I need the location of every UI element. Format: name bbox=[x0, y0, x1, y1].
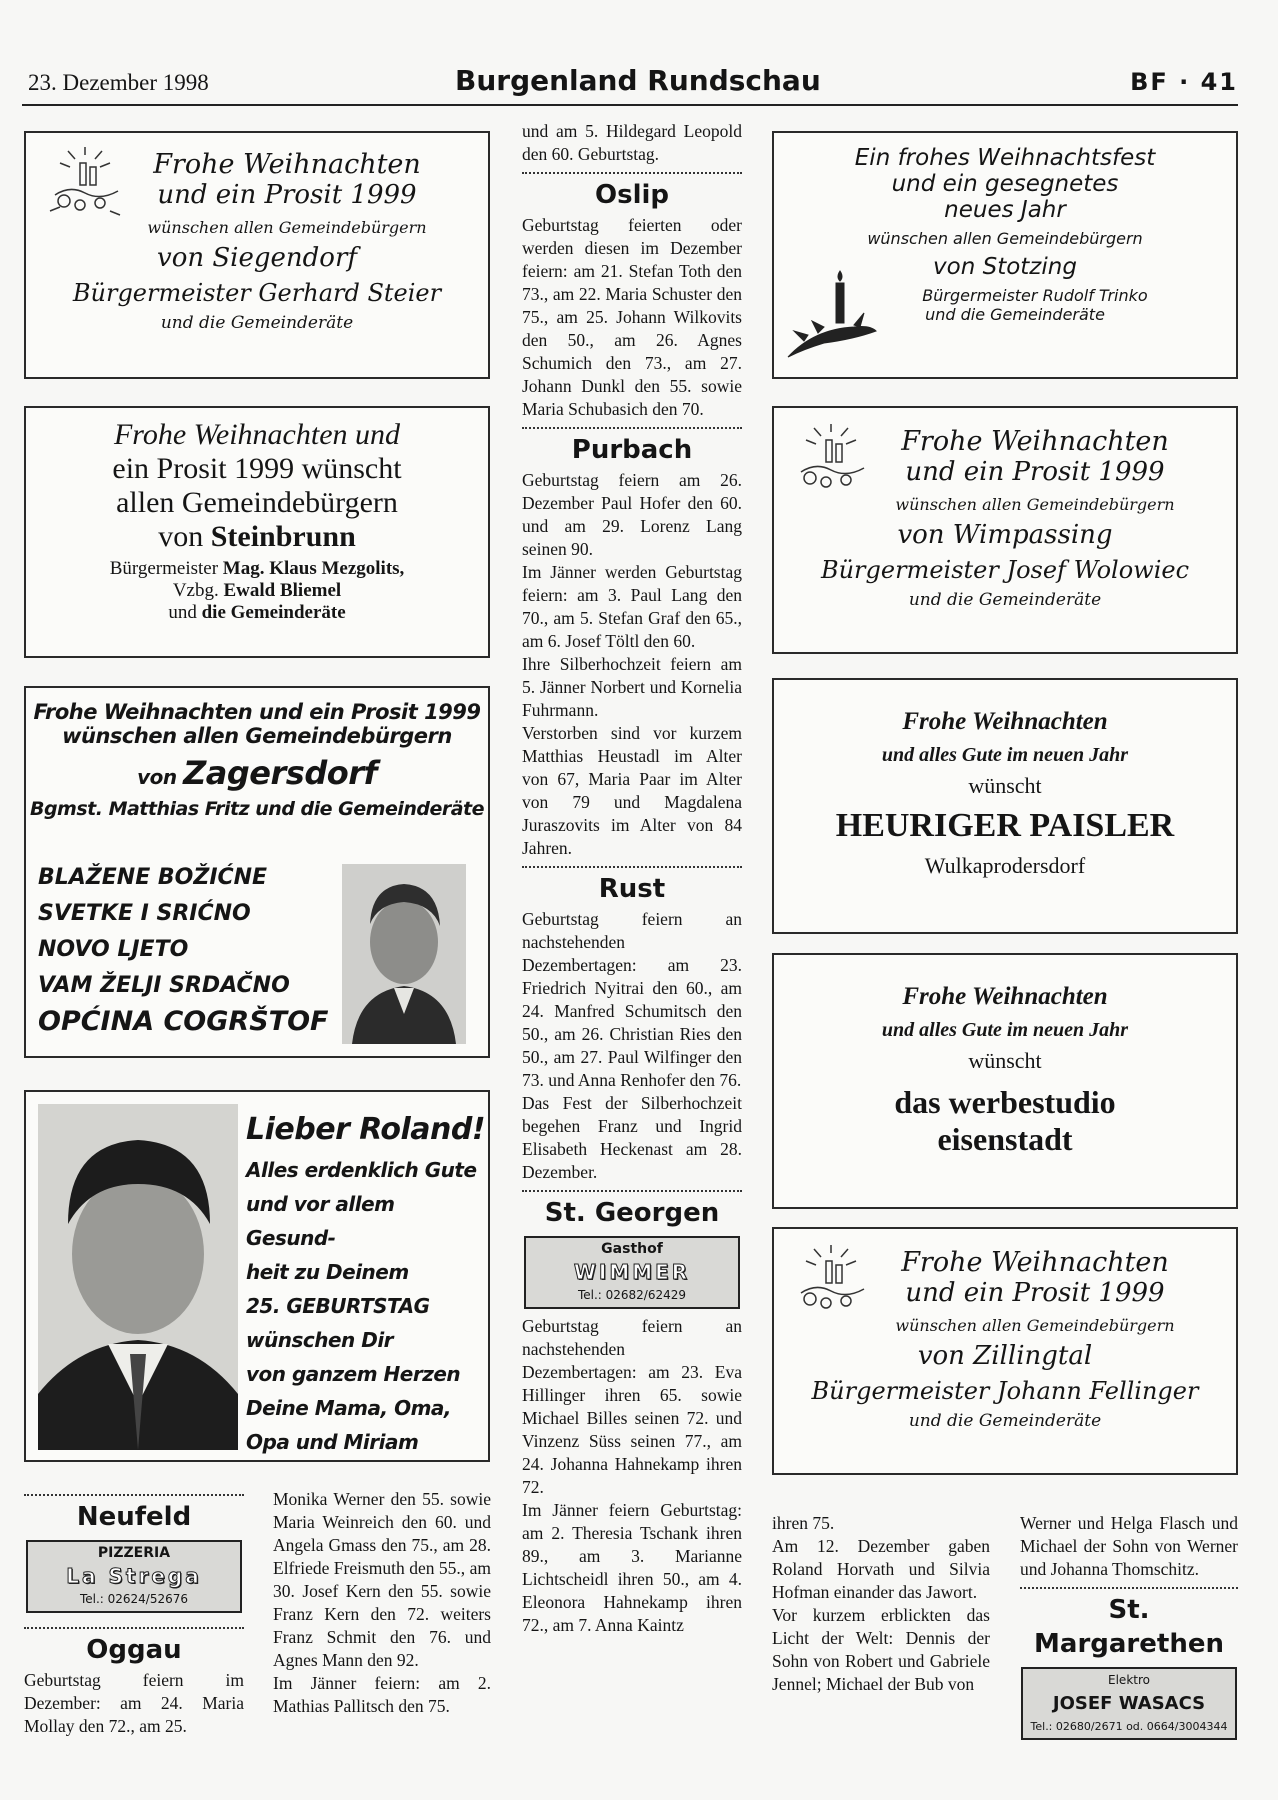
bottom-right-column bbox=[772, 1512, 990, 1696]
article-text: Vor kurzem erblickten das Licht der Welt: Dennis der Sohn von Robert und Gabriele Jennel; Michael der Bub von bbox=[772, 1605, 990, 1694]
ad-zillingtal bbox=[772, 1227, 1238, 1475]
greeting-line: von ganzem Herzen bbox=[246, 1362, 461, 1386]
bottom-right-column-2 bbox=[1020, 1512, 1238, 1746]
article-text: Ihre Silberhochzeit feiern am 5. Jänner Norbert und Kornelia Fuhrmann. bbox=[522, 654, 742, 720]
dotted-divider bbox=[24, 1627, 244, 1629]
ad-line: von Wimpassing bbox=[897, 520, 1113, 550]
ad-line: Bürgermeister Mag. Klaus Mezgolits, bbox=[109, 558, 405, 579]
ad-line: und die Gemeinderäte bbox=[925, 305, 1105, 324]
header-rule bbox=[22, 104, 1238, 106]
candle-ornament-icon bbox=[40, 145, 130, 225]
ad-line: wünschen allen Gemeindebürgern bbox=[895, 1316, 1175, 1335]
ad-line: neues Jahr bbox=[944, 197, 1066, 223]
article-text: Werner und Helga Flasch und Michael der Sohn von Werner und Johanna Thomschitz. bbox=[1020, 1513, 1238, 1579]
greeting-line: und vor allem Gesund- bbox=[246, 1192, 395, 1250]
ad-line: und ein Prosit 1999 bbox=[157, 180, 417, 210]
ad-line: und die Gemeinderäte bbox=[168, 602, 346, 623]
bottom-left-column bbox=[24, 1488, 244, 1738]
ad-line: Frohe Weihnachten bbox=[153, 149, 421, 180]
ad-line: Ein frohes Weihnachtsfest bbox=[854, 145, 1156, 171]
dotted-divider bbox=[522, 866, 742, 868]
ad-line: Bürgermeister Gerhard Steier bbox=[72, 279, 442, 307]
article-text: Im Jänner feiern Geburtstag: am 2. Theresia Tschank ihren 89., am 3. Marianne Lichtscheidl ihren 50., am 4. Eleonora Hahnekamp ihren 72., am 7. Anna Kaintz bbox=[522, 1500, 742, 1635]
croatian-line: OPĆINA COGRŠTOF bbox=[38, 1006, 329, 1037]
section-title-oggau: Oggau bbox=[86, 1635, 182, 1665]
article-text: ihren 75. bbox=[772, 1513, 835, 1533]
article-text: Am 12. Dezember gaben Roland Horvath und Silvia Hofman einander das Jawort. bbox=[772, 1536, 990, 1602]
greeting-line: heit zu Deinem bbox=[246, 1260, 409, 1284]
ad-line: Bürgermeister Johann Fellinger bbox=[811, 1377, 1199, 1405]
ad-line: Vzbg. Ewald Bliemel bbox=[172, 580, 342, 601]
greeting-line: Opa und Miriam bbox=[246, 1430, 419, 1454]
page-number: BF · 41 bbox=[1130, 68, 1238, 96]
croatian-line: NOVO LJETO bbox=[38, 937, 189, 962]
mayor-photo bbox=[342, 864, 466, 1044]
ad-line: wünschen allen Gemeindebürgern bbox=[867, 229, 1143, 248]
ad-line: HEURIGER PAISLER bbox=[835, 807, 1175, 844]
section-title-st-margarethen: St. Margarethen bbox=[1034, 1595, 1224, 1659]
roland-photo bbox=[38, 1104, 238, 1450]
ad-pizzeria-la-strega: PIZZERIA La Strega Tel.: 02624/52676 bbox=[26, 1540, 242, 1613]
section-title-rust: Rust bbox=[598, 874, 666, 904]
greeting-heading: Lieber Roland! bbox=[246, 1112, 486, 1147]
article-text: Geburtstag feierten oder werden diesen im Dezember feiern: am 21. Stefan Toth den 73., am 22. Maria Schuster den 75., am 25. Johann Wilkovits den 50., am 26. Agnes Schumich den 73., am 27. Johann Dunkl den 55. sowie Maria Schubasich den 70. bbox=[522, 215, 742, 419]
ad-line: und alles Gute im neuen Jahr bbox=[881, 744, 1129, 766]
ad-line: wünschen allen Gemeindebürgern bbox=[147, 218, 427, 237]
section-title-neufeld: Neufeld bbox=[76, 1502, 192, 1532]
ad-siegendorf bbox=[24, 131, 490, 379]
candle-ornament-icon bbox=[786, 1243, 876, 1323]
section-title-st-georgen: St. Georgen bbox=[544, 1198, 720, 1228]
greeting-line: Deine Mama, Oma, bbox=[246, 1396, 452, 1420]
article-text: Im Jänner feiern: am 2. Mathias Pallitsch den 75. bbox=[273, 1673, 491, 1716]
ad-line: von Siegendorf bbox=[157, 243, 357, 273]
ad-line: von Stotzing bbox=[933, 254, 1077, 280]
ad-line: eisenstadt bbox=[937, 1121, 1073, 1157]
newspaper-title: Burgenland Rundschau bbox=[455, 64, 821, 97]
greeting-line: wünschen Dir bbox=[246, 1328, 394, 1352]
article-text: und am 5. Hildegard Leopold den 60. Geburtstag. bbox=[522, 121, 742, 164]
ad-werbestudio bbox=[772, 953, 1238, 1209]
ad-heuriger-paisler bbox=[772, 678, 1238, 934]
article-text: Geburtstag feiern an nachstehenden Dezembertagen: am 23. Friedrich Nyitrai den 60., am 24. Manfred Schumitsch den 50., am 26. Christian Ries den 50., am 27. Paul Wilfinger den 73. und Anna Renhofer den 76. bbox=[522, 909, 742, 1090]
ad-line: Frohe Weihnachten und bbox=[113, 418, 401, 451]
section-title-oslip: Oslip bbox=[594, 180, 669, 210]
ad-line: wünschen allen Gemeindebürgern bbox=[62, 724, 452, 748]
section-title-purbach: Purbach bbox=[571, 435, 693, 465]
ad-line: wünscht bbox=[968, 773, 1042, 798]
dotted-divider bbox=[1020, 1587, 1238, 1589]
croatian-line: BLAŽENE BOŽIĆNE bbox=[38, 865, 268, 890]
dotted-divider bbox=[522, 427, 742, 429]
ad-line: und die Gemeinderäte bbox=[908, 1411, 1102, 1431]
ad-line: und alles Gute im neuen Jahr bbox=[881, 1019, 1129, 1041]
croatian-line: SVETKE I SRIĆNO bbox=[38, 901, 251, 926]
ad-line: Bgmst. Matthias Fritz und die Gemeinderäte bbox=[29, 798, 485, 820]
ad-line: Bürgermeister Rudolf Trinko bbox=[922, 286, 1148, 305]
ad-wimpassing bbox=[772, 406, 1238, 654]
article-text: Geburtstag feiern im Dezember: am 24. Maria Mollay den 72., am 25. bbox=[24, 1670, 244, 1736]
ad-line: Bürgermeister Josef Wolowiec bbox=[820, 556, 1190, 584]
ad-line: Wulkaprodersdorf bbox=[924, 853, 1086, 878]
ad-line: das werbestudio bbox=[894, 1084, 1116, 1120]
croatian-line: VAM ŽELJI SRDAČNO bbox=[38, 973, 290, 998]
ad-line: Frohe Weihnachten bbox=[901, 426, 1169, 457]
ad-line: Frohe Weihnachten bbox=[901, 1247, 1169, 1278]
greeting-line: 25. GEBURTSTAG bbox=[246, 1294, 430, 1318]
ad-line: von Steinbrunn bbox=[158, 520, 356, 553]
issue-date: 23. Dezember 1998 bbox=[28, 70, 209, 95]
ad-elektro-wasacs: Elektro JOSEF WASACS Tel.: 02680/2671 od. 0664/3004344 bbox=[1021, 1667, 1237, 1740]
ad-line: allen Gemeindebürgern bbox=[116, 486, 398, 519]
ad-line: und die Gemeinderäte bbox=[160, 313, 354, 333]
ad-line: und ein Prosit 1999 bbox=[905, 1278, 1165, 1308]
dotted-divider bbox=[522, 1190, 742, 1192]
ad-line: wünscht bbox=[968, 1048, 1042, 1073]
ad-birthday-roland bbox=[24, 1090, 490, 1462]
ad-line: und ein Prosit 1999 bbox=[905, 457, 1165, 487]
ad-line: ein Prosit 1999 wünscht bbox=[112, 452, 402, 485]
article-text: Geburtstag feiern am 26. Dezember Paul Hofer den 60. und am 29. Lorenz Lang seinen 90. bbox=[522, 470, 742, 559]
ad-line: Frohe Weihnachten bbox=[902, 708, 1108, 735]
ad-line: und ein gesegnetes bbox=[891, 171, 1119, 197]
dotted-divider bbox=[522, 172, 742, 174]
dotted-divider bbox=[24, 1494, 244, 1496]
middle-column bbox=[522, 120, 742, 1637]
ad-stotzing bbox=[772, 131, 1238, 379]
ad-line: wünschen allen Gemeindebürgern bbox=[895, 495, 1175, 514]
ad-line: Frohe Weihnachten und ein Prosit 1999 bbox=[33, 700, 481, 724]
article-text: Verstorben sind vor kurzem Matthias Heustadl im Alter von 67, Maria Paar im Alter von 79 und Magdalena Juraszovits im Alter von 84 Jahren. bbox=[522, 723, 742, 858]
article-text: Im Jänner werden Geburtstag feiern: am 3. Paul Lang den 70., am 5. Stefan Graf den 65., am 6. Josef Töltl den 60. bbox=[522, 562, 742, 651]
ad-line: Frohe Weihnachten bbox=[902, 983, 1108, 1010]
ad-line: von Zagersdorf bbox=[137, 754, 377, 792]
ad-steinbrunn bbox=[24, 406, 490, 658]
article-text: Monika Werner den 55. sowie Maria Weinreich den 60. und Angela Gmass den 75., am 28. Elfriede Freismuth den 55., am 30. Josef Kern den 55. sowie Franz Kern den 72. weiters Franz Schmit den 76. und Agnes Mann den 92. bbox=[273, 1489, 491, 1670]
article-text: Geburtstag feiern an nachstehenden Dezembertagen: am 23. Eva Hillinger ihren 65. sowie Michael Billes seinen 72. und Vinzenz Süss seinen 77., am 24. Johanna Hahnekamp ihren 72. bbox=[522, 1316, 742, 1497]
ad-zagersdorf bbox=[24, 686, 490, 1058]
ad-line: und die Gemeinderäte bbox=[908, 590, 1102, 610]
candle-branch-icon bbox=[784, 269, 880, 369]
bottom-left-column-2 bbox=[273, 1488, 491, 1718]
ad-line: von Zillingtal bbox=[917, 1341, 1093, 1371]
ad-gasthof-wimmer: Gasthof WIMMER Tel.: 02682/62429 bbox=[524, 1236, 740, 1309]
article-text: Das Fest der Silberhochzeit begehen Franz und Ingrid Elisabeth Heckenast am 28. Dezember. bbox=[522, 1093, 742, 1182]
greeting-line: Alles erdenklich Gute bbox=[246, 1158, 477, 1182]
candle-ornament-icon bbox=[786, 422, 876, 502]
